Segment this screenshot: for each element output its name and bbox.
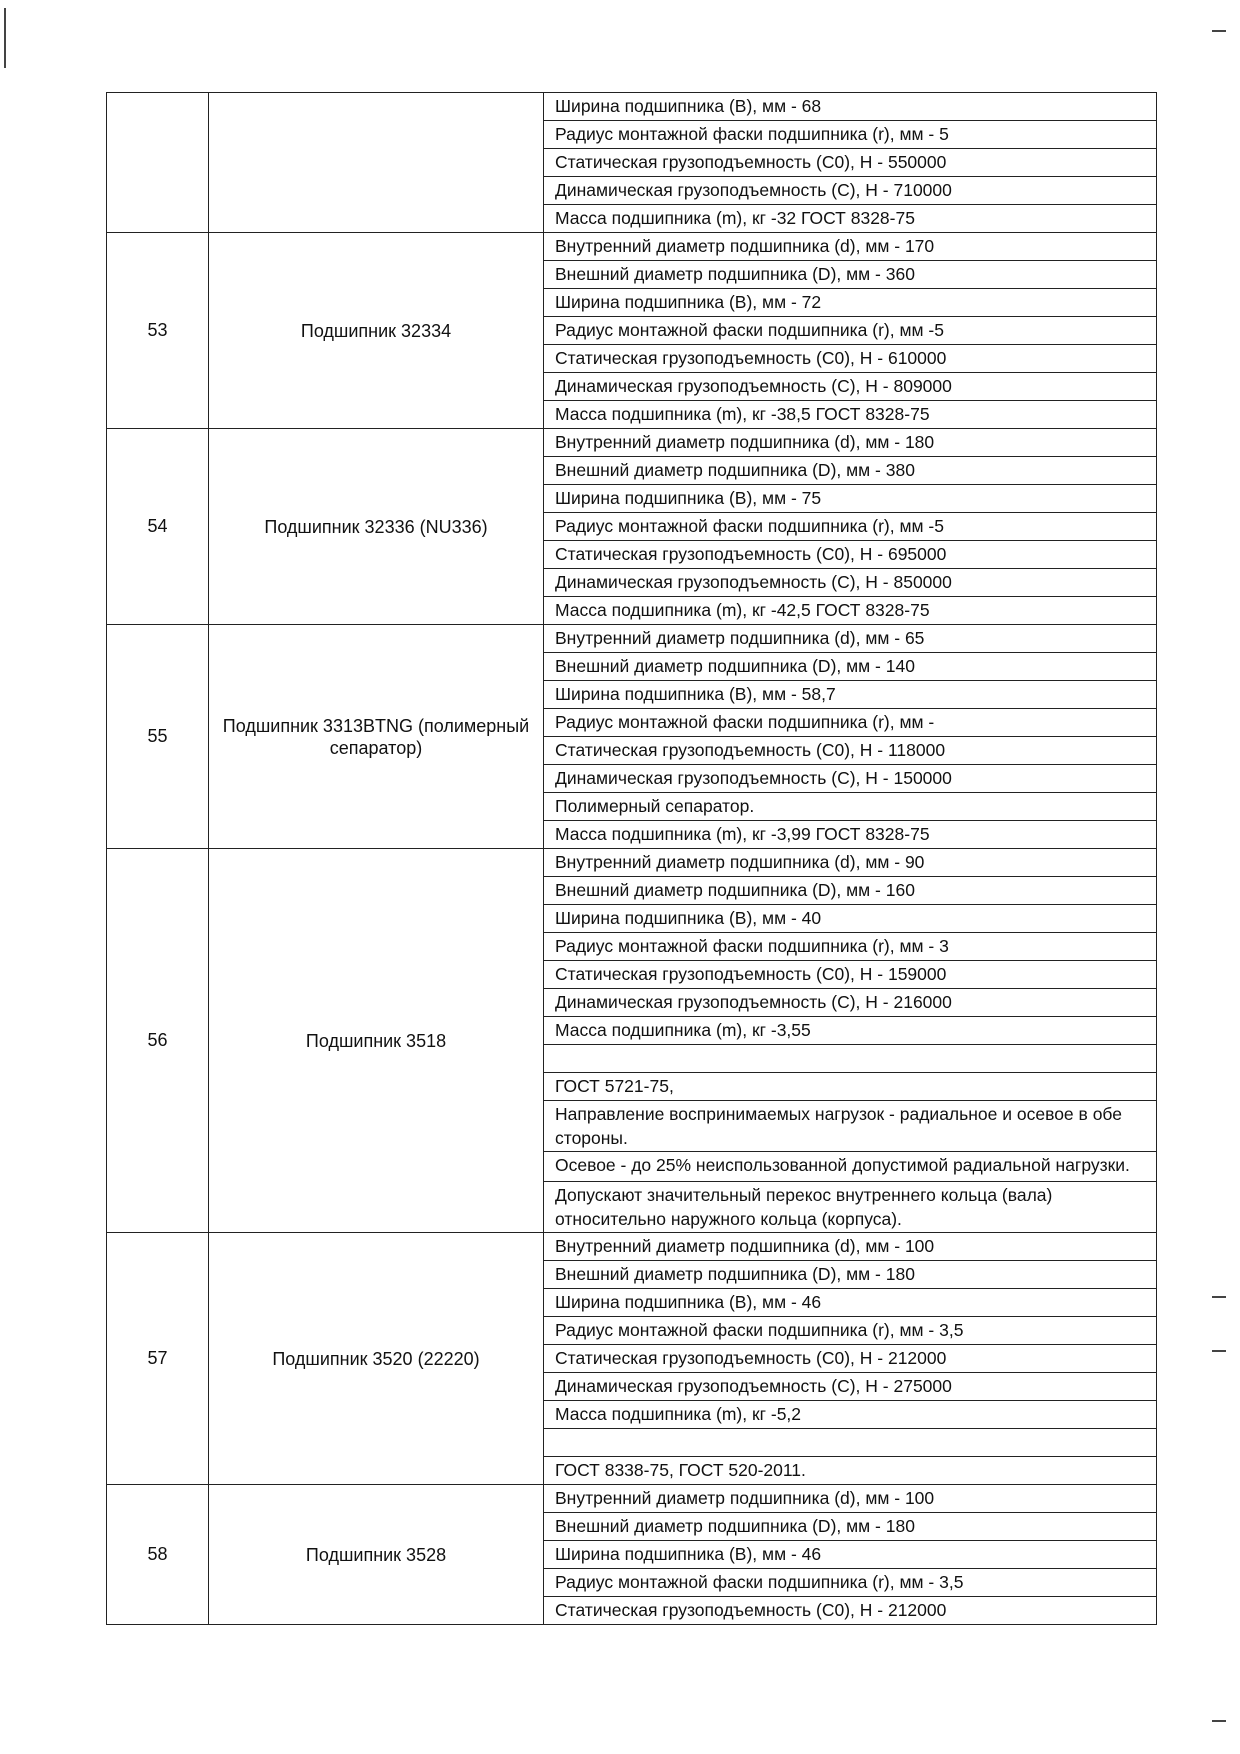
- table-row: [107, 625, 1157, 849]
- table-row: [107, 1233, 1157, 1485]
- scan-artifact-right: [1212, 30, 1226, 32]
- spec-line: Внешний диаметр подшипника (D), мм - 160: [544, 877, 1156, 905]
- scan-artifact-right-4: [1212, 1720, 1226, 1722]
- scan-artifact-right-2: [1212, 1296, 1226, 1298]
- item-name: Подшипник 32336 (NU336): [209, 429, 544, 625]
- spec-line: Статическая грузоподъемность (С0), Н - 159000: [544, 961, 1156, 989]
- spec-line: Динамическая грузоподъемность (С), Н - 710000: [544, 177, 1156, 205]
- spec-line: Ширина подшипника (В), мм - 68: [544, 93, 1156, 121]
- row-number: [107, 93, 209, 233]
- spec-line: Статическая грузоподъемность (С0), Н - 118000: [544, 737, 1156, 765]
- spec-line: Радиус монтажной фаски подшипника (r), мм -: [544, 709, 1156, 737]
- spec-line: Масса подшипника (m), кг -42,5 ГОСТ 8328-75: [555, 600, 930, 620]
- spec-line: Радиус монтажной фаски подшипника (r), мм - 3,5: [544, 1569, 1156, 1597]
- table-row: [107, 429, 1157, 625]
- item-name: Подшипник 32334: [209, 233, 544, 429]
- item-name: Подшипник 3520 (22220): [209, 1233, 544, 1485]
- spec-line: ГОСТ 8338-75, ГОСТ 520-2011.: [555, 1460, 806, 1480]
- spec-line: Статическая грузоподъемность (С0), Н - 695000: [544, 541, 1156, 569]
- spec-line: Радиус монтажной фаски подшипника (r), мм - 3: [544, 933, 1156, 961]
- spec-line: Динамическая грузоподъемность (С), Н - 216000: [544, 989, 1156, 1017]
- row-number: 55: [107, 625, 209, 849]
- spec-line: Полимерный сепаратор.: [544, 793, 1156, 821]
- item-name: Подшипник 3528: [209, 1485, 544, 1625]
- spec-line: Ширина подшипника (В), мм - 40: [544, 905, 1156, 933]
- spec-line: Внутренний диаметр подшипника (d), мм - 90: [544, 849, 1156, 877]
- scan-artifact-right-3: [1212, 1350, 1226, 1352]
- spec-line: Внешний диаметр подшипника (D), мм - 360: [544, 261, 1156, 289]
- row-number: 53: [107, 233, 209, 429]
- spec-cell: [544, 93, 1157, 233]
- spec-line: Ширина подшипника (В), мм - 72: [544, 289, 1156, 317]
- spec-line: Статическая грузоподъемность (С0), Н - 212000: [544, 1345, 1156, 1373]
- spec-cell: [544, 625, 1157, 849]
- spec-line: Внутренний диаметр подшипника (d), мм - 100: [544, 1233, 1156, 1261]
- spec-line: Динамическая грузоподъемность (С), Н - 809000: [544, 373, 1156, 401]
- spec-line: Масса подшипника (m), кг -3,55: [544, 1017, 1156, 1045]
- table-row: [107, 93, 1157, 233]
- spec-cell: [544, 429, 1157, 625]
- row-number: 54: [107, 429, 209, 625]
- scan-artifact-left: [4, 8, 6, 68]
- spec-line: Радиус монтажной фаски подшипника (r), мм -5: [544, 513, 1156, 541]
- spec-line: Радиус монтажной фаски подшипника (r), мм -5: [544, 317, 1156, 345]
- spec-line: Ширина подшипника (В), мм - 46: [544, 1289, 1156, 1317]
- spec-line: Динамическая грузоподъемность (С), Н - 275000: [544, 1373, 1156, 1401]
- item-name: Подшипник 3313BTNG (полимерный сепаратор): [209, 625, 544, 849]
- spec-line: Направление воспринимаемых нагрузок - радиальное и осевое в обе стороны.: [544, 1101, 1156, 1152]
- spec-line: Динамическая грузоподъемность (С), Н - 150000: [544, 765, 1156, 793]
- item-name: [209, 93, 544, 233]
- spec-line: Внешний диаметр подшипника (D), мм - 380: [544, 457, 1156, 485]
- specification-table: [106, 92, 1157, 1625]
- spec-line: Радиус монтажной фаски подшипника (r), мм - 3,5: [544, 1317, 1156, 1345]
- spec-line: Внутренний диаметр подшипника (d), мм - 180: [544, 429, 1156, 457]
- row-number: 56: [107, 849, 209, 1233]
- spec-line: ГОСТ 5721-75,: [544, 1073, 1156, 1101]
- spec-line: Ширина подшипника (В), мм - 46: [544, 1541, 1156, 1569]
- spec-line: Масса подшипника (m), кг -3,99 ГОСТ 8328-75: [555, 824, 930, 844]
- spec-line: Внутренний диаметр подшипника (d), мм - 65: [544, 625, 1156, 653]
- table-body: [107, 93, 1157, 1625]
- row-number: 58: [107, 1485, 209, 1625]
- spec-line: Ширина подшипника (В), мм - 58,7: [544, 681, 1156, 709]
- spec-line: Внешний диаметр подшипника (D), мм - 180: [544, 1513, 1156, 1541]
- spec-line: Статическая грузоподъемность (С0), Н - 550000: [544, 149, 1156, 177]
- spec-cell: [544, 849, 1157, 1233]
- spec-cell: [544, 233, 1157, 429]
- spec-line: Внешний диаметр подшипника (D), мм - 140: [544, 653, 1156, 681]
- spec-line: [544, 1429, 1156, 1457]
- spec-line: Масса подшипника (m), кг -38,5 ГОСТ 8328-75: [555, 404, 930, 424]
- item-name: Подшипник 3518: [209, 849, 544, 1233]
- spec-cell: [544, 1485, 1157, 1625]
- spec-line: Внешний диаметр подшипника (D), мм - 180: [544, 1261, 1156, 1289]
- table-row: [107, 233, 1157, 429]
- table-row: [107, 1485, 1157, 1625]
- spec-line: Внутренний диаметр подшипника (d), мм - 100: [544, 1485, 1156, 1513]
- spec-line: Статическая грузоподъемность (С0), Н - 212000: [555, 1600, 947, 1620]
- spec-line: Ширина подшипника (В), мм - 75: [544, 485, 1156, 513]
- spec-line: Внутренний диаметр подшипника (d), мм - 170: [544, 233, 1156, 261]
- spec-line: Статическая грузоподъемность (С0), Н - 610000: [544, 345, 1156, 373]
- spec-line: Допускают значительный перекос внутреннего кольца (вала) относительно наружного кольца (корпуса).: [555, 1185, 1053, 1229]
- table-row: [107, 849, 1157, 1233]
- row-number: 57: [107, 1233, 209, 1485]
- spec-line: Осевое - до 25% неиспользованной допустимой радиальной нагрузки.: [544, 1152, 1156, 1182]
- spec-line: Динамическая грузоподъемность (С), Н - 850000: [544, 569, 1156, 597]
- spec-line: [544, 1045, 1156, 1073]
- spec-line: Масса подшипника (m), кг -5,2: [544, 1401, 1156, 1429]
- spec-cell: [544, 1233, 1157, 1485]
- spec-line: Масса подшипника (m), кг -32 ГОСТ 8328-75: [555, 208, 915, 228]
- spec-line: Радиус монтажной фаски подшипника (r), мм - 5: [544, 121, 1156, 149]
